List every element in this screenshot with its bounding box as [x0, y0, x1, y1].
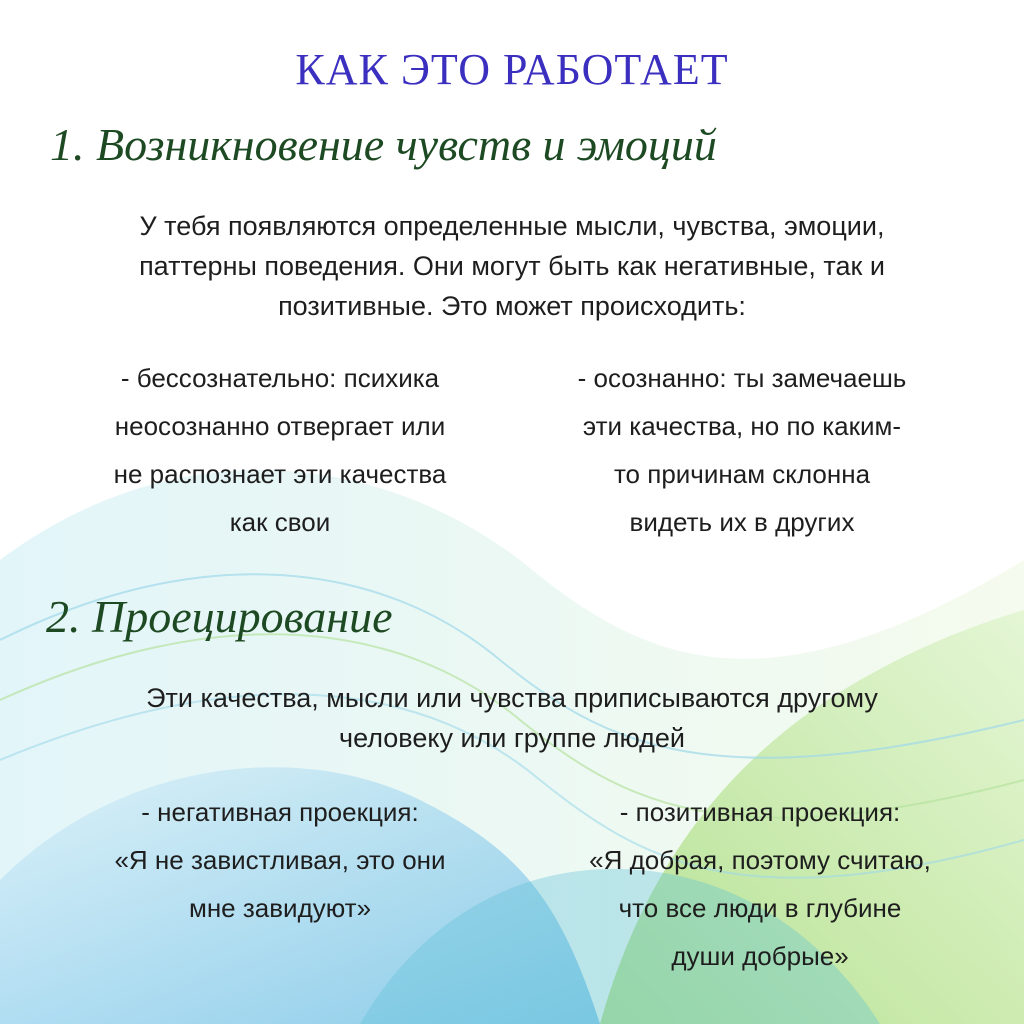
- paragraph-line: человеку или группе людей: [339, 723, 685, 753]
- paragraph-line: позитивные. Это может происходить:: [278, 291, 746, 321]
- column-line: - бессознательно: психика: [120, 363, 440, 393]
- column-line: что все люди в глубине: [618, 893, 902, 923]
- column-line: эти качества, но по каким-: [582, 411, 902, 441]
- paragraph-line: У тебя появляются определенные мысли, чувства, эмоции,: [139, 211, 885, 241]
- paragraph-line: Эти качества, мысли или чувства приписываются другому: [146, 683, 878, 713]
- column-line: - негативная проекция:: [141, 797, 419, 827]
- section-2-right-column: [520, 788, 1000, 980]
- section-1-paragraph: [30, 206, 994, 326]
- section-2-paragraph: [30, 678, 994, 758]
- column-line: «Я не завистливая, это они: [114, 845, 446, 875]
- column-line: души добрые»: [671, 941, 849, 971]
- column-line: - осознанно: ты замечаешь: [577, 363, 907, 393]
- column-line: «Я добрая, поэтому считаю,: [589, 845, 931, 875]
- column-line: видеть их в других: [629, 507, 855, 537]
- paragraph-line: паттерны поведения. Они могут быть как негативные, так и: [139, 251, 885, 281]
- column-line: то причинам склонна: [613, 459, 871, 489]
- section-2-heading: 2. Проецирование: [46, 591, 393, 642]
- page-title: КАК ЭТО РАБОТАЕТ: [295, 45, 729, 94]
- section-2-left-column: [40, 788, 520, 932]
- column-line: мне завидуют»: [188, 893, 372, 923]
- column-line: - позитивная проекция:: [619, 797, 901, 827]
- section-1-right-column: [512, 354, 972, 546]
- column-line: как свои: [229, 507, 331, 537]
- column-line: неосознанно отвергает или: [114, 411, 446, 441]
- section-1-left-column: [50, 354, 510, 546]
- column-line: не распознает эти качества: [113, 459, 447, 489]
- section-1-heading: 1. Возникновение чувств и эмоций: [50, 119, 717, 170]
